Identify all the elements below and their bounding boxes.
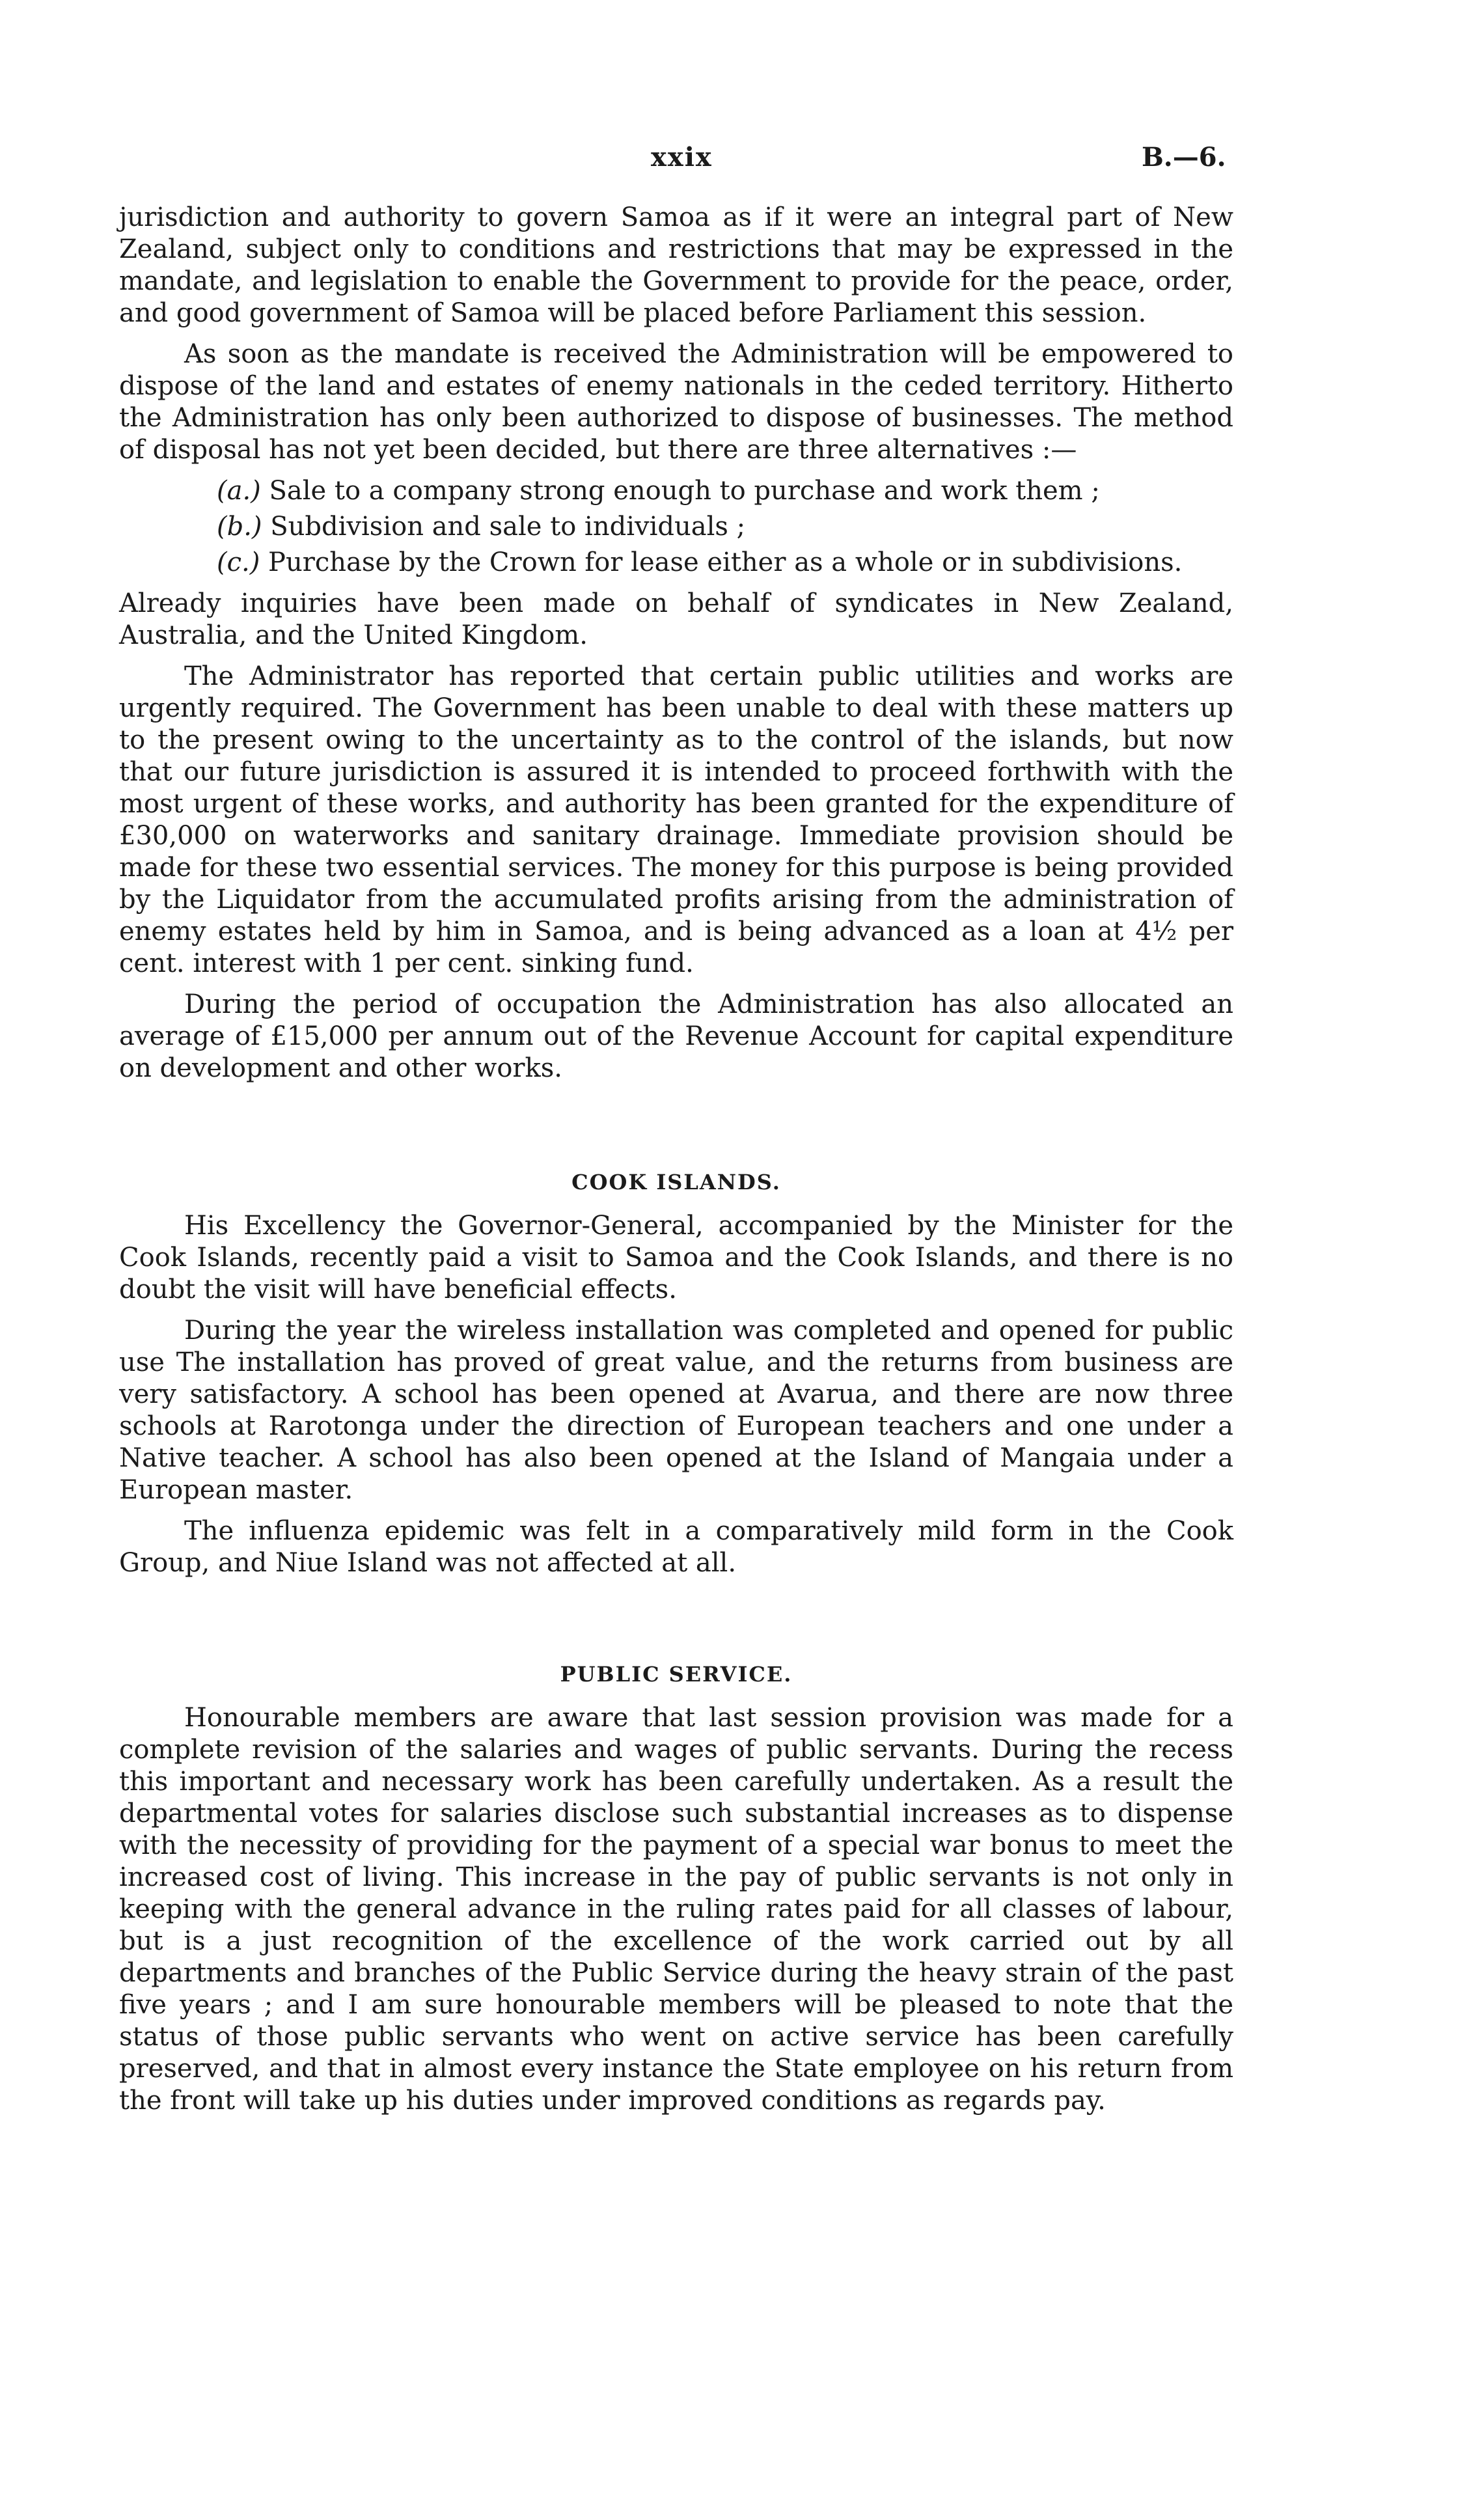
paragraph: During the period of occupation the Administration has also allocated an average of £15,000 per annum out of the Revenue Account for capital expenditure on development and other works. bbox=[119, 989, 1233, 1083]
samoa-section bbox=[119, 202, 1233, 1084]
section-heading: PUBLIC SERVICE. bbox=[560, 1662, 793, 1687]
paragraph: jurisdiction and authority to govern Samoa as if it were an integral part of New Zealand, subject only to conditions and restrictions that may be expressed in the mandate, and legislation to enable the Government to provide for the peace, order, and good government of Samoa will be placed before Parliament this session. bbox=[119, 202, 1233, 328]
paragraph: Already inquiries have been made on behalf of syndicates in New Zealand, Australia, and the United Kingdom. bbox=[119, 588, 1233, 650]
page-reference: B.—6. bbox=[1142, 142, 1226, 173]
alternatives-list bbox=[119, 475, 1233, 579]
page-number: xxix bbox=[651, 142, 713, 173]
page-header bbox=[0, 142, 1484, 181]
list-item-key: (b.) bbox=[217, 512, 262, 542]
paragraph: During the year the wireless installation was completed and opened for public use The installation has proved of great value, and the returns from business are very satisfactory. A school has been opened at Avarua, and there are now three schools at Rarotonga under the direction of European teachers and one under a Native teacher. A school has also been opened at the Island of Mangaia under a European master. bbox=[119, 1316, 1233, 1505]
paragraph: The influenza epidemic was felt in a comparatively mild form in the Cook Group, and Niue Island was not affected at all. bbox=[119, 1516, 1233, 1578]
paragraph: Honourable members are aware that last session provision was made for a complete revision of the salaries and wages of public servants. During the recess this important and necessary work has been carefully undertaken. As a result the departmental votes for salaries disclose such substantial increases as to dispense with the necessity of providing for the payment of a special war bonus to meet the increased cost of living. This increase in the pay of public servants is not only in keeping with the general advance in the ruling rates paid for all classes of labour, but is a just recognition of the excellence of the work carried out by all departments and branches of the Public Service during the heavy strain of the past five years ; and I am sure honourable members will be pleased to note that the status of those public servants who went on active service has been carefully preserved, and that in almost every instance the State employee on his return from the front will take up his duties under improved conditions as regards pay. bbox=[119, 1703, 1233, 2116]
section-spacer bbox=[119, 1588, 1233, 1659]
list-item bbox=[217, 511, 1233, 543]
section-heading: COOK ISLANDS. bbox=[571, 1170, 781, 1194]
list-item-text: Sale to a company strong enough to purchase and work them ; bbox=[269, 476, 1100, 506]
paragraph: The Administrator has reported that certain public utilities and works are urgently required. The Government has been unable to deal with these matters up to the present owing to the uncertainty as to the control of the islands, but now that our future jurisdiction is assured it is intended to proceed forthwith with the most urgent of these works, and authority has been granted for the expenditure of £30,000 on waterworks and sanitary drainage. Immediate provision should be made for these two essential services. The money for this purpose is being provided by the Liquidator from the accumulated profits arising from the administration of enemy estates held by him in Samoa, and is being advanced as a loan at 4½ per cent. interest with 1 per cent. sinking fund. bbox=[119, 661, 1233, 978]
paragraph: His Excellency the Governor-General, accompanied by the Minister for the Cook Islands, recently paid a visit to Samoa and the Cook Islands, and there is no doubt the visit will have beneficial effects. bbox=[119, 1211, 1233, 1305]
list-item bbox=[217, 475, 1233, 507]
paragraph: As soon as the mandate is received the Administration will be empowered to dispose of the land and estates of enemy nationals in the ceded territory. Hitherto the Administration has only been authorized to dispose of businesses. The method of disposal has not yet been decided, but there are three alternatives :— bbox=[119, 339, 1233, 465]
list-item-key: (c.) bbox=[217, 547, 260, 577]
list-item-key: (a.) bbox=[217, 476, 261, 506]
list-item bbox=[217, 547, 1233, 579]
list-item-text: Subdivision and sale to individuals ; bbox=[270, 512, 746, 542]
list-item-text: Purchase by the Crown for lease either as a whole or in subdivisions. bbox=[268, 547, 1183, 577]
cook-islands-section bbox=[119, 1167, 1233, 1579]
section-spacer bbox=[119, 1094, 1233, 1167]
document-body bbox=[119, 202, 1233, 2126]
public-service-section bbox=[119, 1659, 1233, 2117]
